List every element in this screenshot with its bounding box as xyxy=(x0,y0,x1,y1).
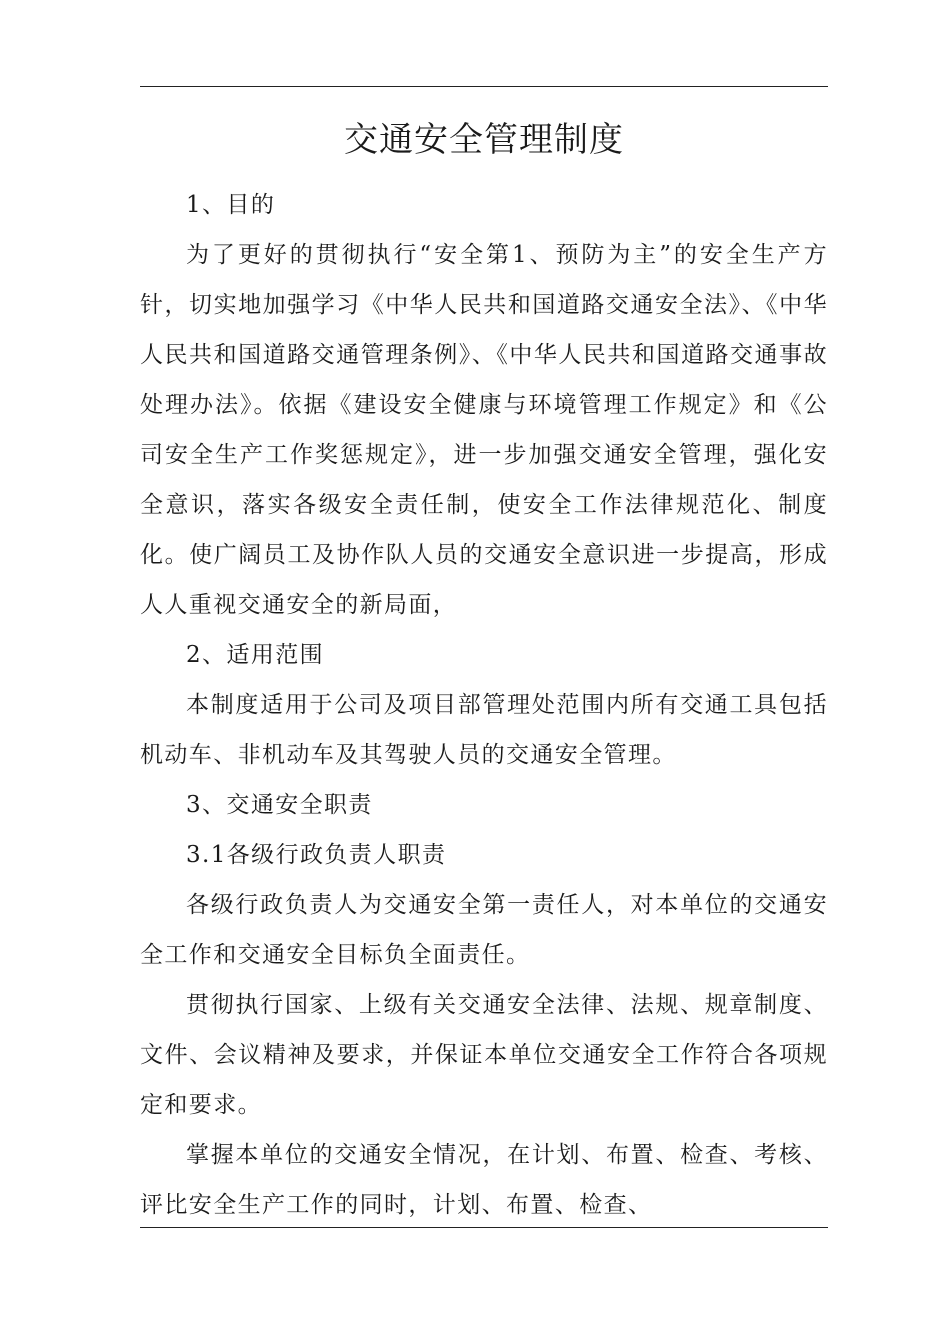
footer-rule xyxy=(140,1227,828,1228)
paragraph-admin-leaders: 各级行政负责人为交通安全第一责任人，对本单位的交通安全工作和交通安全目标负全面责任。 xyxy=(140,892,828,968)
paragraph-master-situation: 掌握本单位的交通安全情况，在计划、布置、检查、考核、评比安全生产工作的同时，计划、布置、检查、 xyxy=(140,1142,828,1218)
document-title: 交通安全管理制度 xyxy=(344,120,624,160)
subsection-heading-admin-leaders: 3.1各级行政负责人职责 xyxy=(186,842,447,868)
paragraph-scope: 本制度适用于公司及项目部管理处范围内所有交通工具包括机动车、非机动车及其驾驶人员的交通安全管理。 xyxy=(140,692,828,768)
section-heading-scope: 2、适用范围 xyxy=(186,642,325,668)
paragraph-purpose: 为了更好的贯彻执行“安全第1、预防为主”的安全生产方针，切实地加强学习《中华人民共和国道路交通安全法》、《中华人民共和国道路交通管理条例》、《中华人民共和国道路交通事故处理办法》。依据《建设安全健康与环境管理工作规定》和《公司安全生产工作奖惩规定》，进一步加强交通安全管理，强化安全意识，落实各级安全责任制，使安全工作法律规范化、制度化。使广阔员工及协作队人员的交通安全意识进一步提高，形成人人重视交通安全的新局面， xyxy=(140,242,828,618)
header-rule xyxy=(140,86,828,87)
paragraph-implement-regulations: 贯彻执行国家、上级有关交通安全法律、法规、规章制度、文件、会议精神及要求，并保证本单位交通安全工作符合各项规定和要求。 xyxy=(140,992,828,1118)
section-heading-purpose: 1、目的 xyxy=(186,192,276,218)
section-heading-responsibilities: 3、交通安全职责 xyxy=(186,792,373,818)
document-body xyxy=(140,180,828,1230)
